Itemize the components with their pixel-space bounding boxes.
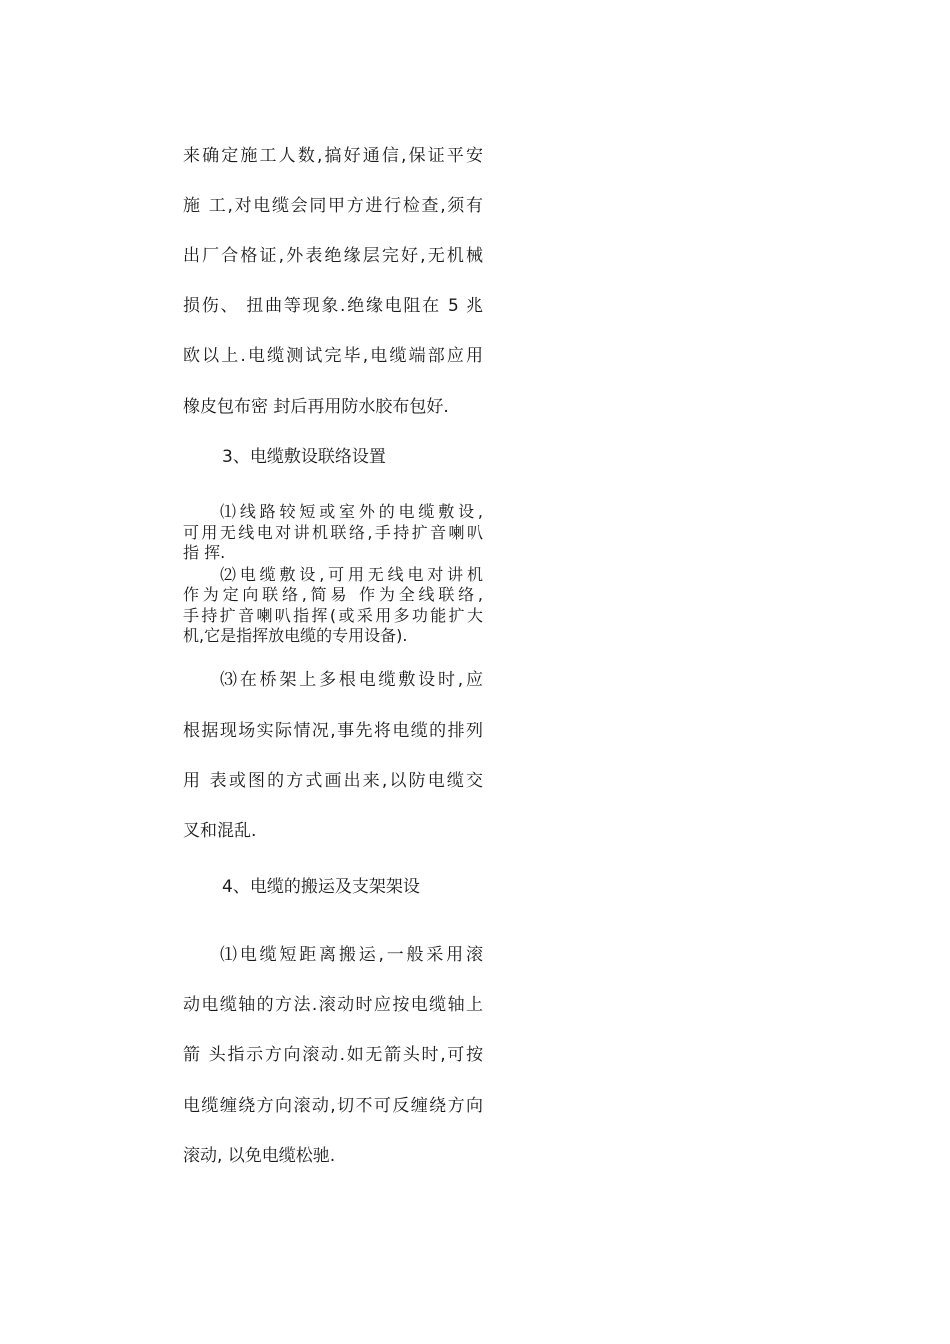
text-line: 用 表或图的方式画出来,以防电缆交 bbox=[183, 771, 483, 791]
text-line: ⑶在桥架上多根电缆敷设时,应 bbox=[220, 670, 483, 690]
text-line: 作为定向联络,简易 作为全线联络, bbox=[183, 585, 483, 604]
text-line: 来确定施工人数,搞好通信,保证平安 bbox=[183, 146, 483, 166]
text-line: 施 工,对电缆会同甲方进行检查,须有 bbox=[183, 196, 483, 216]
text-line: 动电缆轴的方法.滚动时应按电缆轴上 bbox=[183, 995, 483, 1015]
text-line: 手持扩音喇叭指挥(或采用多功能扩大 bbox=[183, 606, 483, 625]
text-line: 指 挥. bbox=[183, 543, 226, 562]
text-line: 可用无线电对讲机联络,手持扩音喇叭 bbox=[183, 523, 483, 542]
text-line: 橡皮包布密 封后再用防水胶布包好. bbox=[183, 397, 449, 417]
text-line: 出厂合格证,外表绝缘层完好,无机械 bbox=[183, 246, 483, 266]
text-line: 叉和混乱. bbox=[183, 821, 257, 841]
text-line: ⑴线路较短或室外的电缆敷设, bbox=[220, 502, 483, 521]
text-line: 滚动, 以免电缆松驰. bbox=[183, 1146, 336, 1166]
text-line: 箭 头指示方向滚动.如无箭头时,可按 bbox=[183, 1045, 483, 1065]
text-line: 电缆缠绕方向滚动,切不可反缠绕方向 bbox=[183, 1096, 483, 1116]
text-line: 根据现场实际情况,事先将电缆的排列 bbox=[183, 721, 483, 741]
text-line: 机,它是指挥放电缆的专用设备). bbox=[183, 626, 408, 645]
text-line: ⑴电缆短距离搬运,一般采用滚 bbox=[220, 945, 483, 965]
section-heading: 4、电缆的搬运及支架架设 bbox=[222, 877, 420, 897]
section-heading: 3、电缆敷设联络设置 bbox=[222, 447, 386, 467]
text-line: ⑵电缆敷设,可用无线电对讲机 bbox=[220, 565, 483, 584]
text-line: 欧以上.电缆测试完毕,电缆端部应用 bbox=[183, 346, 483, 366]
text-line: 损伤、 扭曲等现象.绝缘电阻在 5 兆 bbox=[183, 296, 483, 316]
